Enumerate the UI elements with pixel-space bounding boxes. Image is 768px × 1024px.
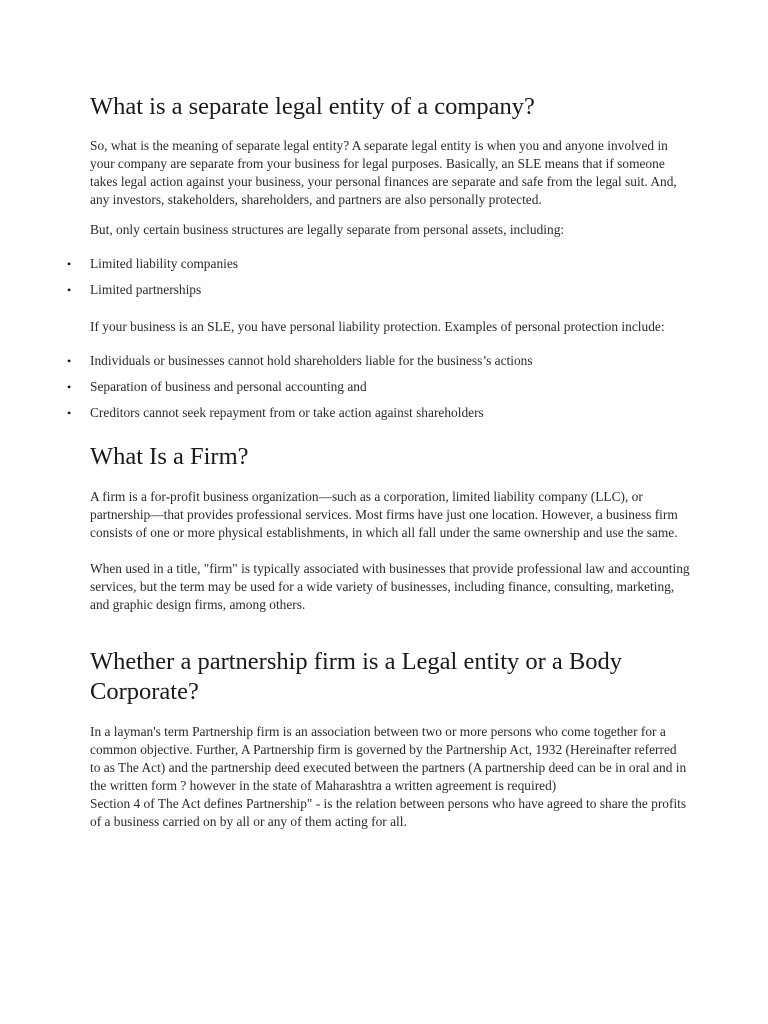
section-heading-what-is-a-firm: What Is a Firm? <box>90 443 249 470</box>
list-item-text: Creditors cannot seek repayment from or take action against shareholders <box>90 405 484 420</box>
list-item-text: Individuals or businesses cannot hold shareholders liable for the business’s actions <box>90 353 533 368</box>
paragraph-sle-meaning: So, what is the meaning of separate legal entity? A separate legal entity is when you and anyone involved in your company are separate from your business for legal purposes. Basically, an SLE means that if someone takes legal action against your business, your personal finances are separate and safe from the legal suit. And, any investors, stakeholders, shareholders, and partners are also personally protected. <box>90 138 677 207</box>
bullet-icon: • <box>67 380 72 394</box>
protection-examples-list <box>67 352 690 422</box>
list-item-text: Limited partnerships <box>90 282 202 297</box>
list-item <box>67 404 690 422</box>
paragraph-section-4-definition: Section 4 of The Act defines Partnership" - is the relation between persons who have agreed to share the profits of a business carried on by all or any of them acting for all. <box>90 796 687 829</box>
list-item <box>67 378 690 396</box>
list-item <box>67 352 690 370</box>
business-structures-list <box>67 255 690 299</box>
list-item-text: Limited liability companies <box>90 256 239 271</box>
bullet-icon: • <box>67 354 72 368</box>
section-heading-partnership-legal-entity: Whether a partnership firm is a Legal entity or a Body Corporate? <box>90 648 623 705</box>
list-item-text: Separation of business and personal accounting and <box>90 379 367 394</box>
list-item <box>67 281 690 299</box>
paragraph-firm-title-usage: When used in a title, "firm" is typically associated with businesses that provide professional law and accounting services, but the term may be used for a wide variety of businesses, including finance, consulting, marketing, and graphic design firms, among others. <box>90 561 690 612</box>
bullet-icon: • <box>67 283 72 297</box>
document-content <box>67 92 690 831</box>
bullet-icon: • <box>67 257 72 271</box>
paragraph-liability-protection: If your business is an SLE, you have personal liability protection. Examples of personal protection include: <box>90 319 665 334</box>
paragraph-business-structures: But, only certain business structures are legally separate from personal assets, including: <box>90 222 565 237</box>
paragraph-firm-definition: A firm is a for-profit business organization—such as a corporation, limited liability company (LLC), or partnership—that provides professional services. Most firms have just one location. However, a business firm consists of one or more physical establishments, in which all fall under the same ownership and use the same. <box>90 489 678 540</box>
list-item <box>67 255 690 273</box>
bullet-icon: • <box>67 406 72 420</box>
paragraph-partnership-definition: In a layman's term Partnership firm is an association between two or more persons who come together for a common objective. Further, A Partnership firm is governed by the Partnership Act, 1932 (Hereinafter referred to as The Act) and the partnership deed executed between the partners (A partnership deed can be in oral and in the written form ? however in the state of Maharashtra a written agreement is required) <box>90 724 687 793</box>
section-heading-separate-legal-entity: What is a separate legal entity of a company? <box>90 93 535 120</box>
